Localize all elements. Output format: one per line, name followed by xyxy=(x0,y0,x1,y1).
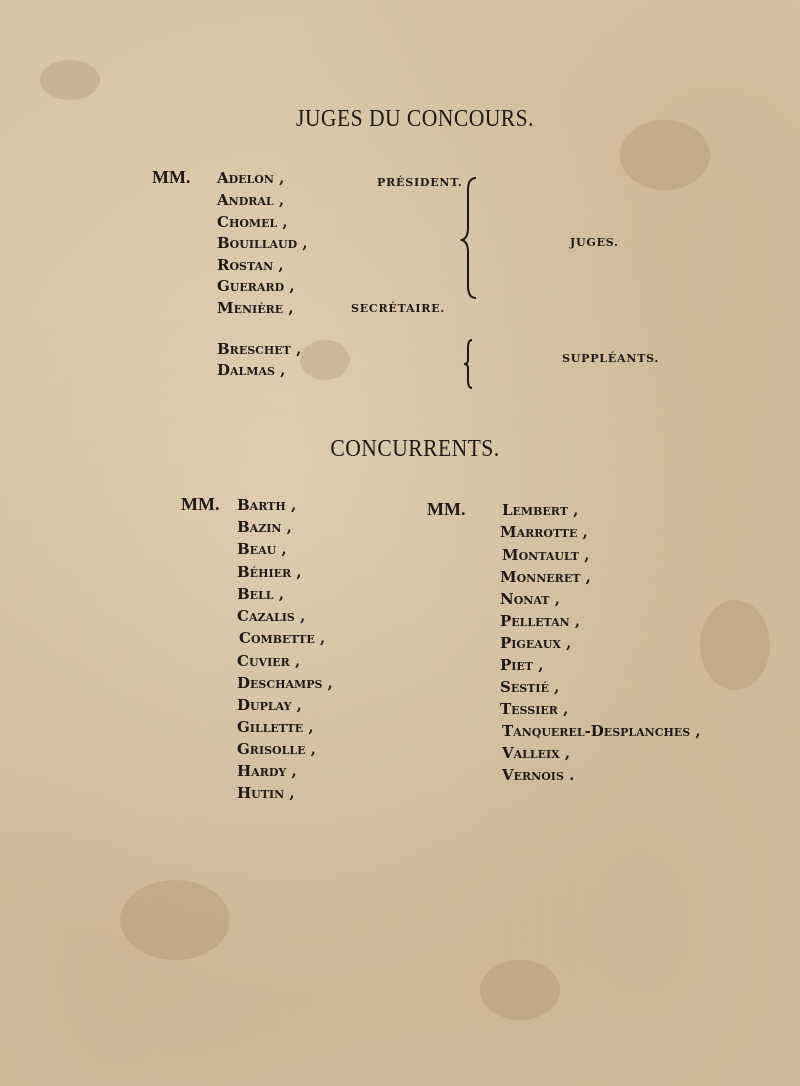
competitor-name: Gillette , xyxy=(237,718,314,736)
competitor-name: Deschamps , xyxy=(237,674,333,692)
substitutes-brace xyxy=(460,338,482,390)
competitor-name: Montault , xyxy=(502,546,590,564)
competitor-name: Monneret , xyxy=(500,568,591,586)
secretaire-role: SECRÉTAIRE. xyxy=(351,302,446,315)
competitors-prefix-left: MM. xyxy=(181,494,220,514)
judge-name: Chomel , xyxy=(217,213,288,231)
judge-name: Bouillaud , xyxy=(217,234,308,252)
competitor-name: Sestié , xyxy=(500,678,560,696)
juges-role: JUGES. xyxy=(570,236,619,249)
competitor-name: Vernois . xyxy=(502,766,575,784)
competitor-name: Pelletan , xyxy=(500,612,581,630)
competitor-name: Marrotte , xyxy=(500,523,588,541)
judges-brace xyxy=(460,176,482,300)
competitor-name: Pigeaux , xyxy=(500,634,572,652)
competitor-name: Cuvier , xyxy=(237,652,301,670)
competitor-name: Béhier , xyxy=(237,563,302,581)
judges-prefix: MM. xyxy=(152,167,191,187)
competitor-name: Cazalis , xyxy=(237,607,306,625)
competitor-name: Valleix , xyxy=(502,744,571,762)
competitor-name: Hutin , xyxy=(237,784,295,802)
competitor-name: Tessier , xyxy=(500,700,569,718)
substitute-name: Breschet , xyxy=(217,340,302,358)
judges-title: JUGES DU CONCOURS. xyxy=(296,106,534,132)
competitor-name: Nonat , xyxy=(500,590,560,608)
judge-name: Guerard , xyxy=(217,277,295,295)
competitor-name: Grisolle , xyxy=(237,740,316,758)
suppleants-role: SUPPLÉANTS. xyxy=(562,352,660,365)
judge-name: Andral , xyxy=(217,191,285,209)
judge-name: Menière , xyxy=(217,299,294,317)
competitor-name: Piet , xyxy=(500,656,544,674)
competitors-title: CONCURRENTS. xyxy=(330,436,500,462)
competitors-prefix-right: MM. xyxy=(427,499,466,519)
competitor-name: Duplay , xyxy=(237,696,302,714)
competitor-name: Barth , xyxy=(237,496,297,514)
judge-name: Rostan , xyxy=(217,256,284,274)
competitor-name: Tanquerel-Desplanches , xyxy=(502,722,701,740)
competitor-name: Bell , xyxy=(237,585,284,603)
competitor-name: Beau , xyxy=(237,540,287,558)
competitor-name: Bazin , xyxy=(237,518,292,536)
substitute-name: Dalmas , xyxy=(217,361,286,379)
competitor-name: Lembert , xyxy=(502,501,579,519)
judge-name: Adelon , xyxy=(217,169,285,187)
president-role: PRÉSIDENT. xyxy=(377,176,463,189)
competitor-name: Combette , xyxy=(239,629,326,647)
competitor-name: Hardy , xyxy=(237,762,297,780)
